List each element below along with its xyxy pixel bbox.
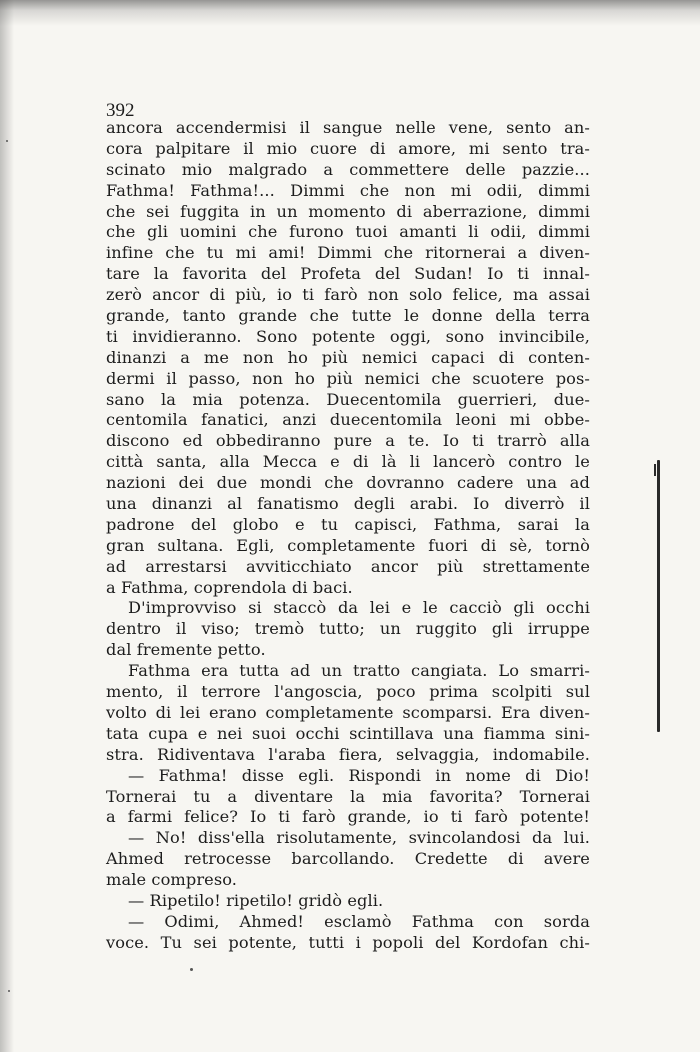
text-line: a Fathma, coprendola di baci. <box>106 577 353 597</box>
text-line: scinato mio malgrado a commettere delle pazzie... <box>106 159 590 179</box>
text-line: centomila fanatici, anzi duecentomila leoni mi obbe- <box>106 410 590 430</box>
text-line: male compreso. <box>106 870 238 890</box>
scan-top-edge <box>0 0 700 26</box>
text-line: Tornerai tu a diventare la mia favorita? Tornerai <box>106 786 590 806</box>
text-line: mento, il terrore l'angoscia, poco prima scolpiti sul <box>106 682 590 702</box>
margin-line-mark <box>654 460 664 732</box>
text-line: gran sultana. Egli, completamente fuori di sè, tornò <box>106 535 590 555</box>
text-line: — Ripetilo! ripetilo! gridò egli. <box>128 890 384 910</box>
scan-speck <box>190 968 193 971</box>
text-line: ti invidieranno. Sono potente oggi, sono invincibile, <box>106 326 590 346</box>
text-line: nazioni dei due mondi che dovranno cadere una ad <box>106 473 590 493</box>
text-line: città santa, alla Mecca e di là li lancerò contro le <box>106 452 590 472</box>
text-line: tata cupa e nei suoi occhi scintillava una fiamma sini- <box>106 723 590 743</box>
text-line: stra. Ridiventava l'araba fiera, selvaggia, indomabile. <box>106 744 590 764</box>
text-line: Ahmed retrocesse barcollando. Credette di avere <box>106 849 590 869</box>
text-line: cora palpitare il mio cuore di amore, mi sento tra- <box>106 138 590 158</box>
text-line: grande, tanto grande che tutte le donne della terra <box>106 306 590 326</box>
page-number: 392 <box>106 100 135 121</box>
text-line: dentro il viso; tremò tutto; un ruggito gli irruppe <box>106 619 590 639</box>
text-line: dal fremente petto. <box>106 640 266 660</box>
scan-speck <box>8 990 10 992</box>
text-line: — Odimi, Ahmed! esclamò Fathma con sorda <box>128 911 590 931</box>
text-line: infine che tu mi ami! Dimmi che ritornerai a diven- <box>106 243 590 263</box>
text-line: dermi il passo, non ho più nemici che scuotere pos- <box>106 368 590 388</box>
text-line: voce. Tu sei potente, tutti i popoli del Kordofan chi- <box>106 932 590 952</box>
text-line: tare la favorita del Profeta del Sudan! Io ti innal- <box>106 264 590 284</box>
text-line: Fathma! Fathma!... Dimmi che non mi odii, dimmi <box>106 180 590 200</box>
text-line: che sei fuggita in un momento di aberrazione, dimmi <box>106 201 590 221</box>
text-line: D'improvviso si staccò da lei e le cacciò gli occhi <box>128 598 590 618</box>
text-line: dinanzi a me non ho più nemici capaci di conten- <box>106 347 590 367</box>
text-line: ad arrestarsi avviticchiato ancor più strettamente <box>106 556 590 576</box>
text-line: padrone del globo e tu capisci, Fathma, sarai la <box>106 514 590 534</box>
text-line: a farmi felice? Io ti farò grande, io ti farò potente! <box>106 807 590 827</box>
text-line: discono ed obbediranno pure a te. Io ti trarrò alla <box>106 431 590 451</box>
text-line: — No! diss'ella risolutamente, svincolandosi da lui. <box>128 828 590 848</box>
text-line: che gli uomini che furono tuoi amanti li odii, dimmi <box>106 222 590 242</box>
scan-left-edge <box>0 0 14 1052</box>
text-line: ancora accendermisi il sangue nelle vene, sento an- <box>106 118 590 137</box>
body-text <box>106 118 590 954</box>
text-line: una dinanzi al fanatismo degli arabi. Io diverrò il <box>106 494 590 514</box>
text-line: volto di lei erano completamente scomparsi. Era diven- <box>106 702 590 722</box>
text-line: sano la mia potenza. Duecentomila guerrieri, due- <box>106 389 590 409</box>
text-line: — Fathma! disse egli. Rispondi in nome di Dio! <box>128 765 590 785</box>
text-line: zerò ancor di più, io ti farò non solo felice, ma assai <box>106 285 590 305</box>
text-line: Fathma era tutta ad un tratto cangiata. Lo smarri- <box>128 661 590 681</box>
scan-speck <box>6 140 8 142</box>
